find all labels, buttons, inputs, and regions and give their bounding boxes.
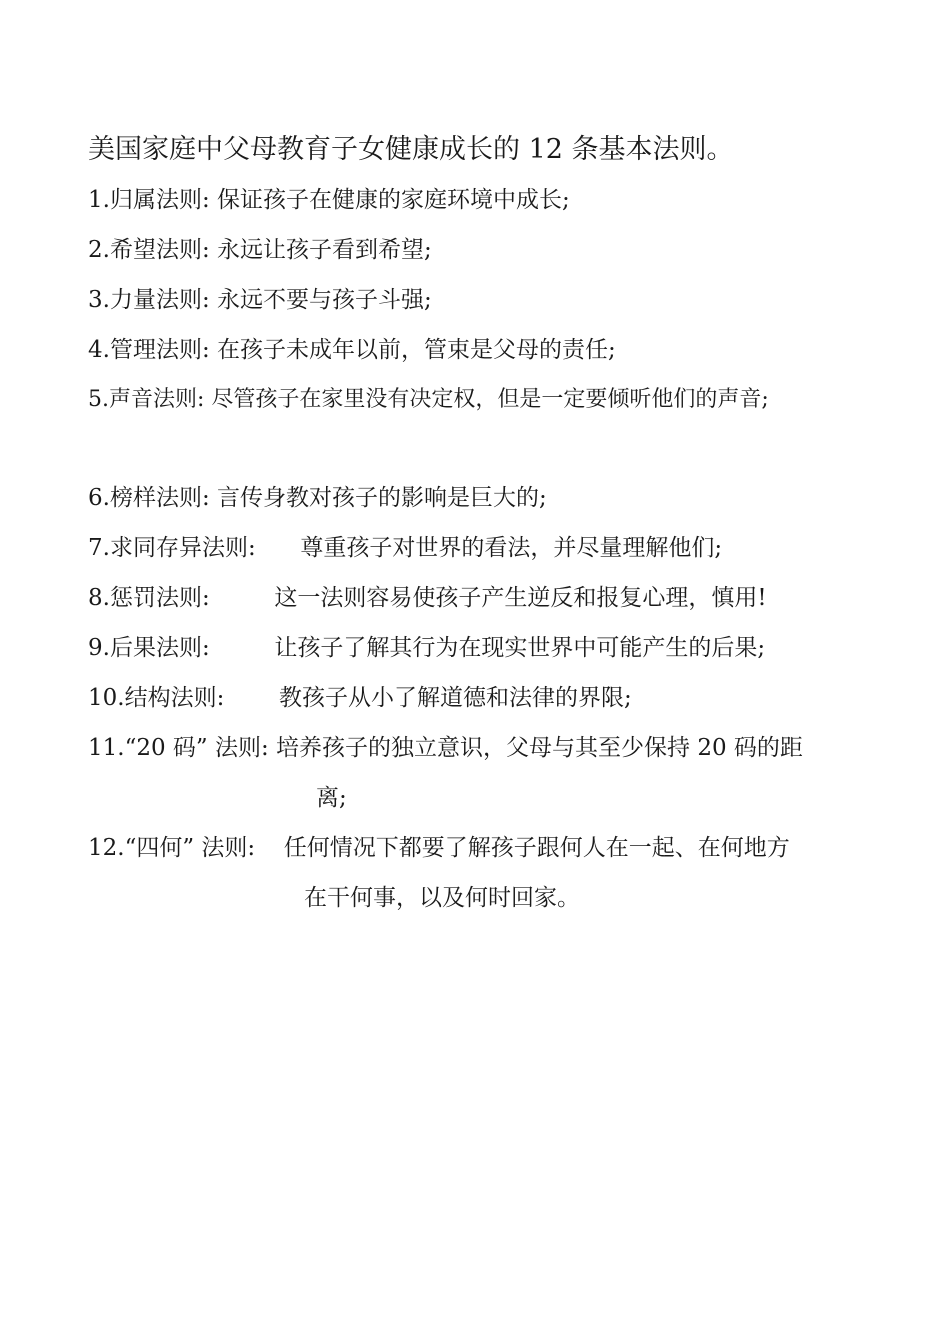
rule-text: 尽管孩子在家里没有决定权，但是一定要倾听他们的声音; <box>211 387 769 412</box>
rule-10 <box>88 681 632 715</box>
rule-8 <box>88 581 767 615</box>
rule-text: 这一法则容易使孩子产生逆反和报复心理，慎用! <box>274 585 767 611</box>
rule-text: 培养孩子的独立意识，父母与其至少保持 20 码的距 <box>276 735 803 761</box>
rule-2 <box>88 233 432 267</box>
rule-6 <box>88 481 547 515</box>
rule-label: 12.“四何” 法则: <box>88 835 256 861</box>
rule-11-continuation: 离; <box>316 785 347 811</box>
rule-text: 保证孩子在健康的家庭环境中成长; <box>217 187 570 213</box>
rule-text: 任何情况下都要了解孩子跟何人在一起、在何地方 <box>283 835 790 861</box>
rule-label: 9.后果法则: <box>88 635 210 661</box>
rule-11 <box>88 731 803 765</box>
rule-label: 1.归属法则: <box>88 187 210 213</box>
rule-label: 7.求同存异法则: <box>88 535 256 561</box>
rule-label: 10.结构法则: <box>88 685 225 711</box>
rule-label: 2.希望法则: <box>88 237 210 263</box>
rule-7 <box>88 531 722 565</box>
rule-text: 让孩子了解其行为在现实世界中可能产生的后果; <box>274 635 766 661</box>
rule-5 <box>88 383 769 417</box>
rule-12 <box>88 831 790 865</box>
rule-text: 尊重孩子对世界的看法，并尽量理解他们; <box>300 535 723 561</box>
rule-label: 6.榜样法则: <box>88 485 210 511</box>
rule-label: 3.力量法则: <box>88 287 210 313</box>
rule-12-continuation: 在干何事，以及何时回家。 <box>304 885 580 911</box>
rule-1 <box>88 183 570 217</box>
rule-3 <box>88 283 432 317</box>
rule-label: 11.“20 码” 法则: <box>88 735 269 761</box>
rule-4 <box>88 333 616 367</box>
rule-label: 8.惩罚法则: <box>88 585 210 611</box>
rule-text: 言传身教对孩子的影响是巨大的; <box>217 485 547 511</box>
document-title: 美国家庭中父母教育子女健康成长的 12 条基本法则。 <box>88 134 734 165</box>
rule-text: 在孩子未成年以前，管束是父母的责任; <box>217 337 616 363</box>
rule-text: 永远不要与孩子斗强; <box>217 287 432 313</box>
rule-label: 5.声音法则: <box>88 387 205 412</box>
rule-9 <box>88 631 765 665</box>
rule-text: 永远让孩子看到希望; <box>217 237 432 263</box>
rule-label: 4.管理法则: <box>88 337 210 363</box>
rule-text: 教孩子从小了解道德和法律的界限; <box>278 685 632 711</box>
